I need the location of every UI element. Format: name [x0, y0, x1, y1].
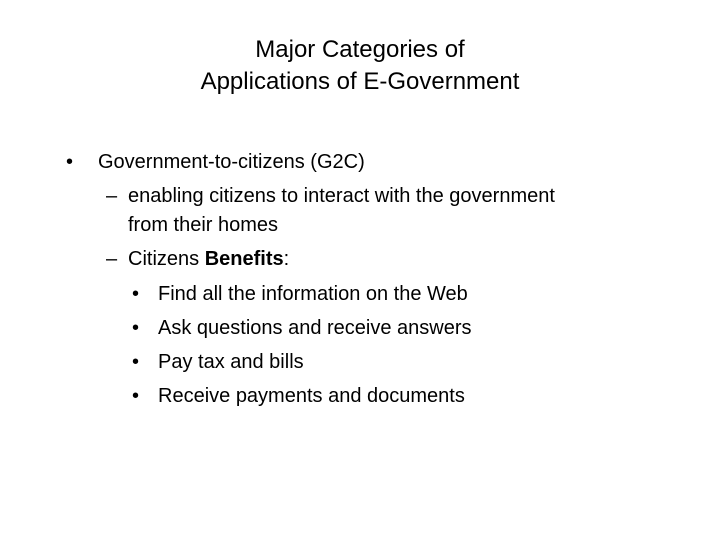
- benefit-item: [132, 316, 472, 340]
- benefit-text: Pay tax and bills: [158, 351, 304, 373]
- bullet-marker: •: [66, 151, 74, 173]
- dash-marker: –: [106, 248, 118, 270]
- bullet-marker: •: [132, 351, 140, 373]
- title-line-2: Applications of E-Government: [200, 68, 520, 95]
- sub-bullet-text-line-2: from their homes: [128, 214, 279, 236]
- benefit-text: Receive payments and documents: [158, 385, 465, 407]
- benefits-suffix: :: [283, 248, 290, 270]
- benefit-item: [132, 350, 304, 374]
- benefit-item: [132, 282, 468, 306]
- benefit-item: [132, 384, 465, 408]
- sub-bullet-benefits: [106, 247, 290, 271]
- benefits-prefix: Citizens: [128, 248, 205, 270]
- sub-bullet-enabling-continued: [128, 213, 278, 237]
- bullet-marker: •: [132, 317, 140, 339]
- benefit-text: Ask questions and receive answers: [158, 317, 472, 339]
- bullet-text: Government-to-citizens (G2C): [98, 151, 365, 173]
- title-line-1: Major Categories of: [255, 36, 465, 63]
- benefits-bold: Benefits: [204, 248, 284, 270]
- sub-bullet-enabling: [106, 184, 555, 208]
- sub-bullet-text-line-1: enabling citizens to interact with the government: [128, 185, 555, 207]
- bullet-g2c: [66, 150, 365, 174]
- slide-title: [0, 34, 720, 98]
- benefit-text: Find all the information on the Web: [158, 283, 468, 305]
- bullet-marker: •: [132, 283, 140, 305]
- dash-marker: –: [106, 185, 118, 207]
- bullet-marker: •: [132, 385, 140, 407]
